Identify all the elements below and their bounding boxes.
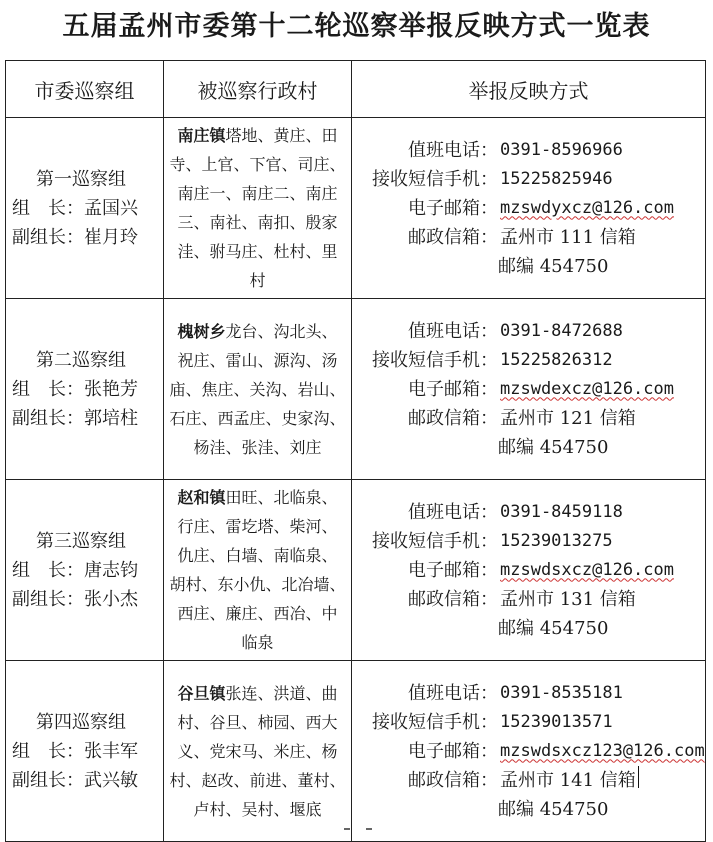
villages-line: 村、谷旦、柿园、西大 — [177, 712, 338, 732]
table-row — [6, 480, 706, 661]
post-box: 孟州市 111 信箱 — [500, 226, 636, 248]
villages-text: 龙台、沟北头、 — [225, 321, 338, 341]
sms-phone[interactable]: 15225826312 — [500, 349, 613, 370]
table-row — [6, 118, 706, 299]
group-deputy: 副组长：张小杰 — [12, 588, 138, 610]
contact-cell — [352, 118, 706, 299]
email-link[interactable]: mzswdyxcz@126.com — [500, 197, 674, 218]
page-title: 五届孟州市委第十二轮巡察举报反映方式一览表 — [62, 11, 651, 42]
email-label: 电子邮箱： — [408, 559, 498, 581]
sms-phone-label: 接收短信手机： — [372, 711, 498, 733]
duty-phone-label: 值班电话： — [408, 501, 498, 523]
villages-line: 洼、驸马庄、杜村、里 — [177, 242, 338, 261]
sms-phone-label: 接收短信手机： — [372, 530, 498, 552]
contact-cell — [352, 299, 706, 480]
post-box-label: 邮政信箱： — [408, 588, 498, 610]
villages-line: 石庄、西孟庄、史家沟、 — [169, 408, 346, 428]
zip-code: 邮编 454750 — [498, 436, 609, 458]
villages-text: 塔地、黄庄、田 — [225, 126, 338, 145]
zip-code: 邮编 454750 — [498, 798, 609, 820]
group-cell — [6, 299, 164, 480]
group-name: 第三巡察组 — [36, 530, 126, 552]
villages-line: 仇庄、白墙、南临泉、 — [177, 546, 338, 565]
sms-phone[interactable]: 15239013571 — [500, 711, 613, 732]
group-deputy: 副组长：武兴敏 — [12, 769, 138, 791]
sms-phone[interactable]: 15225825946 — [500, 168, 613, 189]
group-cell — [6, 480, 164, 661]
contact-cell — [352, 480, 706, 661]
group-leader: 组 长：唐志钧 — [12, 559, 138, 581]
table-row — [6, 299, 706, 480]
villages-cell — [164, 118, 352, 299]
town-name: 槐树乡 — [177, 321, 226, 341]
duty-phone[interactable]: 0391-8535181 — [500, 682, 623, 703]
email-label: 电子邮箱： — [408, 740, 498, 762]
email-link[interactable]: mzswdsxcz@126.com — [500, 559, 674, 580]
villages-line — [168, 679, 347, 708]
email-label: 电子邮箱： — [408, 197, 498, 219]
villages-line: 卢村、吴村、堰底 — [193, 799, 322, 819]
villages-line: 三、南社、南扣、殷家 — [177, 213, 338, 232]
group-leader: 组 长：孟国兴 — [12, 197, 138, 219]
town-name: 赵和镇 — [177, 488, 226, 507]
town-name: 南庄镇 — [177, 126, 226, 145]
header-group: 市委巡察组 — [6, 61, 164, 118]
villages-line: 胡村、东小仇、北冶墙、 — [169, 575, 346, 594]
sms-phone[interactable]: 15239013275 — [500, 530, 613, 551]
villages-text: 张连、洪道、曲 — [225, 683, 338, 703]
table-row — [6, 661, 706, 842]
sms-phone-label: 接收短信手机： — [372, 168, 498, 190]
duty-phone-label: 值班电话： — [408, 320, 498, 342]
zip-code: 邮编 454750 — [498, 255, 609, 277]
villages-line: 村、赵改、前进、董村、 — [169, 770, 346, 790]
header-villages: 被巡察行政村 — [164, 61, 352, 118]
group-deputy: 副组长：郭培柱 — [12, 407, 138, 429]
group-name: 第一巡察组 — [36, 168, 126, 190]
group-leader: 组 长：张丰军 — [12, 740, 138, 762]
villages-line: 寺、上官、下官、司庄、 — [169, 155, 346, 174]
villages-line: 临泉 — [241, 633, 274, 652]
villages-line: 杨洼、张洼、刘庄 — [193, 437, 322, 457]
post-box-label: 邮政信箱： — [408, 769, 498, 791]
group-deputy: 副组长：崔月玲 — [12, 226, 138, 248]
duty-phone-label: 值班电话： — [408, 139, 498, 161]
inspection-table — [5, 60, 706, 842]
post-box: 孟州市 141 信箱 — [500, 769, 636, 791]
villages-line — [168, 483, 347, 512]
villages-cell — [164, 480, 352, 661]
post-box: 孟州市 121 信箱 — [500, 407, 636, 429]
email-link[interactable]: mzswdsxcz123@126.com — [500, 740, 705, 761]
villages-line: 村 — [249, 271, 266, 290]
post-box-label: 邮政信箱： — [408, 226, 498, 248]
villages-cell — [164, 661, 352, 842]
villages-line: 南庄一、南庄二、南庄 — [177, 184, 338, 203]
villages-line — [168, 121, 347, 150]
contact-cell — [352, 661, 706, 842]
email-link[interactable]: mzswdexcz@126.com — [500, 378, 674, 399]
villages-line: 庙、焦庄、关沟、岩山、 — [169, 379, 346, 399]
sms-phone-label: 接收短信手机： — [372, 349, 498, 371]
villages-line: 义、党宋马、米庄、杨 — [177, 741, 338, 761]
group-name: 第四巡察组 — [36, 711, 126, 733]
duty-phone[interactable]: 0391-8596966 — [500, 139, 623, 160]
text-cursor — [638, 766, 640, 788]
duty-phone-label: 值班电话： — [408, 682, 498, 704]
header-contact: 举报反映方式 — [352, 61, 706, 118]
group-cell — [6, 118, 164, 299]
group-cell — [6, 661, 164, 842]
duty-phone[interactable]: 0391-8472688 — [500, 320, 623, 341]
villages-cell — [164, 299, 352, 480]
zip-code: 邮编 454750 — [498, 617, 609, 639]
town-name: 谷旦镇 — [177, 683, 226, 703]
post-box: 孟州市 131 信箱 — [500, 588, 636, 610]
table-header-row — [6, 61, 706, 118]
post-box-label: 邮政信箱： — [408, 407, 498, 429]
group-name: 第二巡察组 — [36, 349, 126, 371]
email-label: 电子邮箱： — [408, 378, 498, 400]
villages-line: 行庄、雷圪塔、柴河、 — [177, 517, 338, 536]
group-leader: 组 长：张艳芳 — [12, 378, 138, 400]
villages-line: 祝庄、雷山、源沟、汤 — [177, 350, 338, 370]
villages-text: 田旺、北临泉、 — [225, 488, 338, 507]
villages-line: 西庄、廉庄、西冶、中 — [177, 604, 338, 623]
duty-phone[interactable]: 0391-8459118 — [500, 501, 623, 522]
bottom-marks — [344, 828, 384, 832]
villages-line — [168, 317, 347, 346]
